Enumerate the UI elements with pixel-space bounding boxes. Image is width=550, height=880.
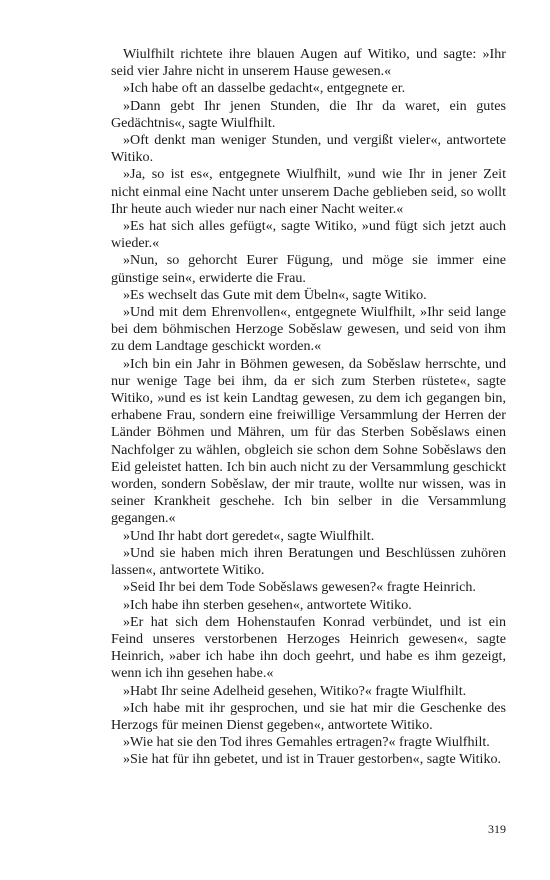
- paragraph: »Ich habe oft an dasselbe gedacht«, entgegnete er.: [123, 80, 406, 97]
- paragraph: »Oft denkt man weniger Stunden, und vergißt vieler«, antwortete Witiko.: [111, 132, 506, 166]
- body-text: [111, 46, 506, 769]
- paragraph: »Sie hat für ihn gebetet, und ist in Trauer gestorben«, sagte Witiko.: [123, 751, 502, 768]
- paragraph: »Und Ihr habt dort geredet«, sagte Wiulfhilt.: [123, 527, 375, 544]
- page-number: 319: [488, 822, 506, 836]
- paragraph: »Ich habe mit ihr gesprochen, und sie hat mir die Geschenke des Herzogs für meinen Dienst gegeben«, antwortete Witiko.: [111, 699, 506, 733]
- paragraph: »Es hat sich alles gefügt«, sagte Witiko, »und fügt sich jetzt auch wieder.«: [111, 218, 506, 252]
- paragraph: »Habt Ihr seine Adelheid gesehen, Witiko?« fragte Wiulfhilt.: [123, 682, 467, 699]
- paragraph: »Ja, so ist es«, entgegnete Wiulfhilt, »und wie Ihr in jener Zeit nicht einmal eine Nacht unter unserem Dache geblieben seid, so wollt Ihr heute auch wieder nur nach einer Nacht weiter.«: [111, 166, 506, 217]
- paragraph: »Und sie haben mich ihren Beratungen und Beschlüssen zuhören lassen«, antwortete Witiko.: [111, 544, 506, 579]
- paragraph: »Ich habe ihn sterben gesehen«, antwortete Witiko.: [123, 596, 412, 613]
- paragraph: »Er hat sich dem Hohenstaufen Konrad verbündet, und ist ein Feind unseres verstorbenen Herzoges Heinrich gewesen«, sagte Heinrich, »aber ich habe ihn doch geehrt, und habe es ihm gezeigt, wenn ich ihn gesehen habe.«: [111, 613, 506, 682]
- paragraph: »Wie hat sie den Tod ihres Gemahles ertragen?« fragte Wiulfhilt.: [123, 734, 490, 751]
- paragraph: Wiulfhilt richtete ihre blauen Augen auf Witiko, und sagte: »Ihr seid vier Jahre nicht in unserem Hause gewesen.«: [111, 46, 506, 80]
- paragraph: »Es wechselt das Gute mit dem Übeln«, sagte Witiko.: [123, 286, 427, 303]
- paragraph: »Ich bin ein Jahr in Böhmen gewesen, da Soběslaw herrschte, und nur wenige Tage bei ihm, da er sich zum Sterben rüstete«, sagte Witiko, »und es ist kein Landtag gewesen, zu dem ich gegangen bin, erhabene Frau, sondern eine freiwillige Versammlung der Herren der Länder Böhmen und Mähren, um für das Sterben Soběslaws einen Nachfolger zu wählen, obgleich sie schon dem Sohne Soběslaws den Eid geleistet hatten. Ich bin auch nicht zu der Versammlung geschickt worden, sondern Soběslaw, der mir traute, wollte nur wissen, was in seiner Krankheit geschehe. Ich bin selber in die Versammlung gegangen.«: [111, 355, 506, 527]
- paragraph: »Dann gebt Ihr jenen Stunden, die Ihr da waret, ein gutes Gedächtnis«, sagte Wiulfhilt.: [111, 97, 506, 131]
- paragraph: »Seid Ihr bei dem Tode Soběslaws gewesen?« fragte Heinrich.: [123, 579, 476, 596]
- paragraph: »Nun, so gehorcht Eurer Fügung, und möge sie immer eine günstige sein«, erwiderte die Frau.: [111, 252, 506, 286]
- paragraph: »Und mit dem Ehrenvollen«, entgegnete Wiulfhilt, »Ihr seid lange bei dem böhmischen Herzoge Soběslaw gewesen, und seid von ihm zu dem Landtage geschickt worden.«: [111, 304, 506, 355]
